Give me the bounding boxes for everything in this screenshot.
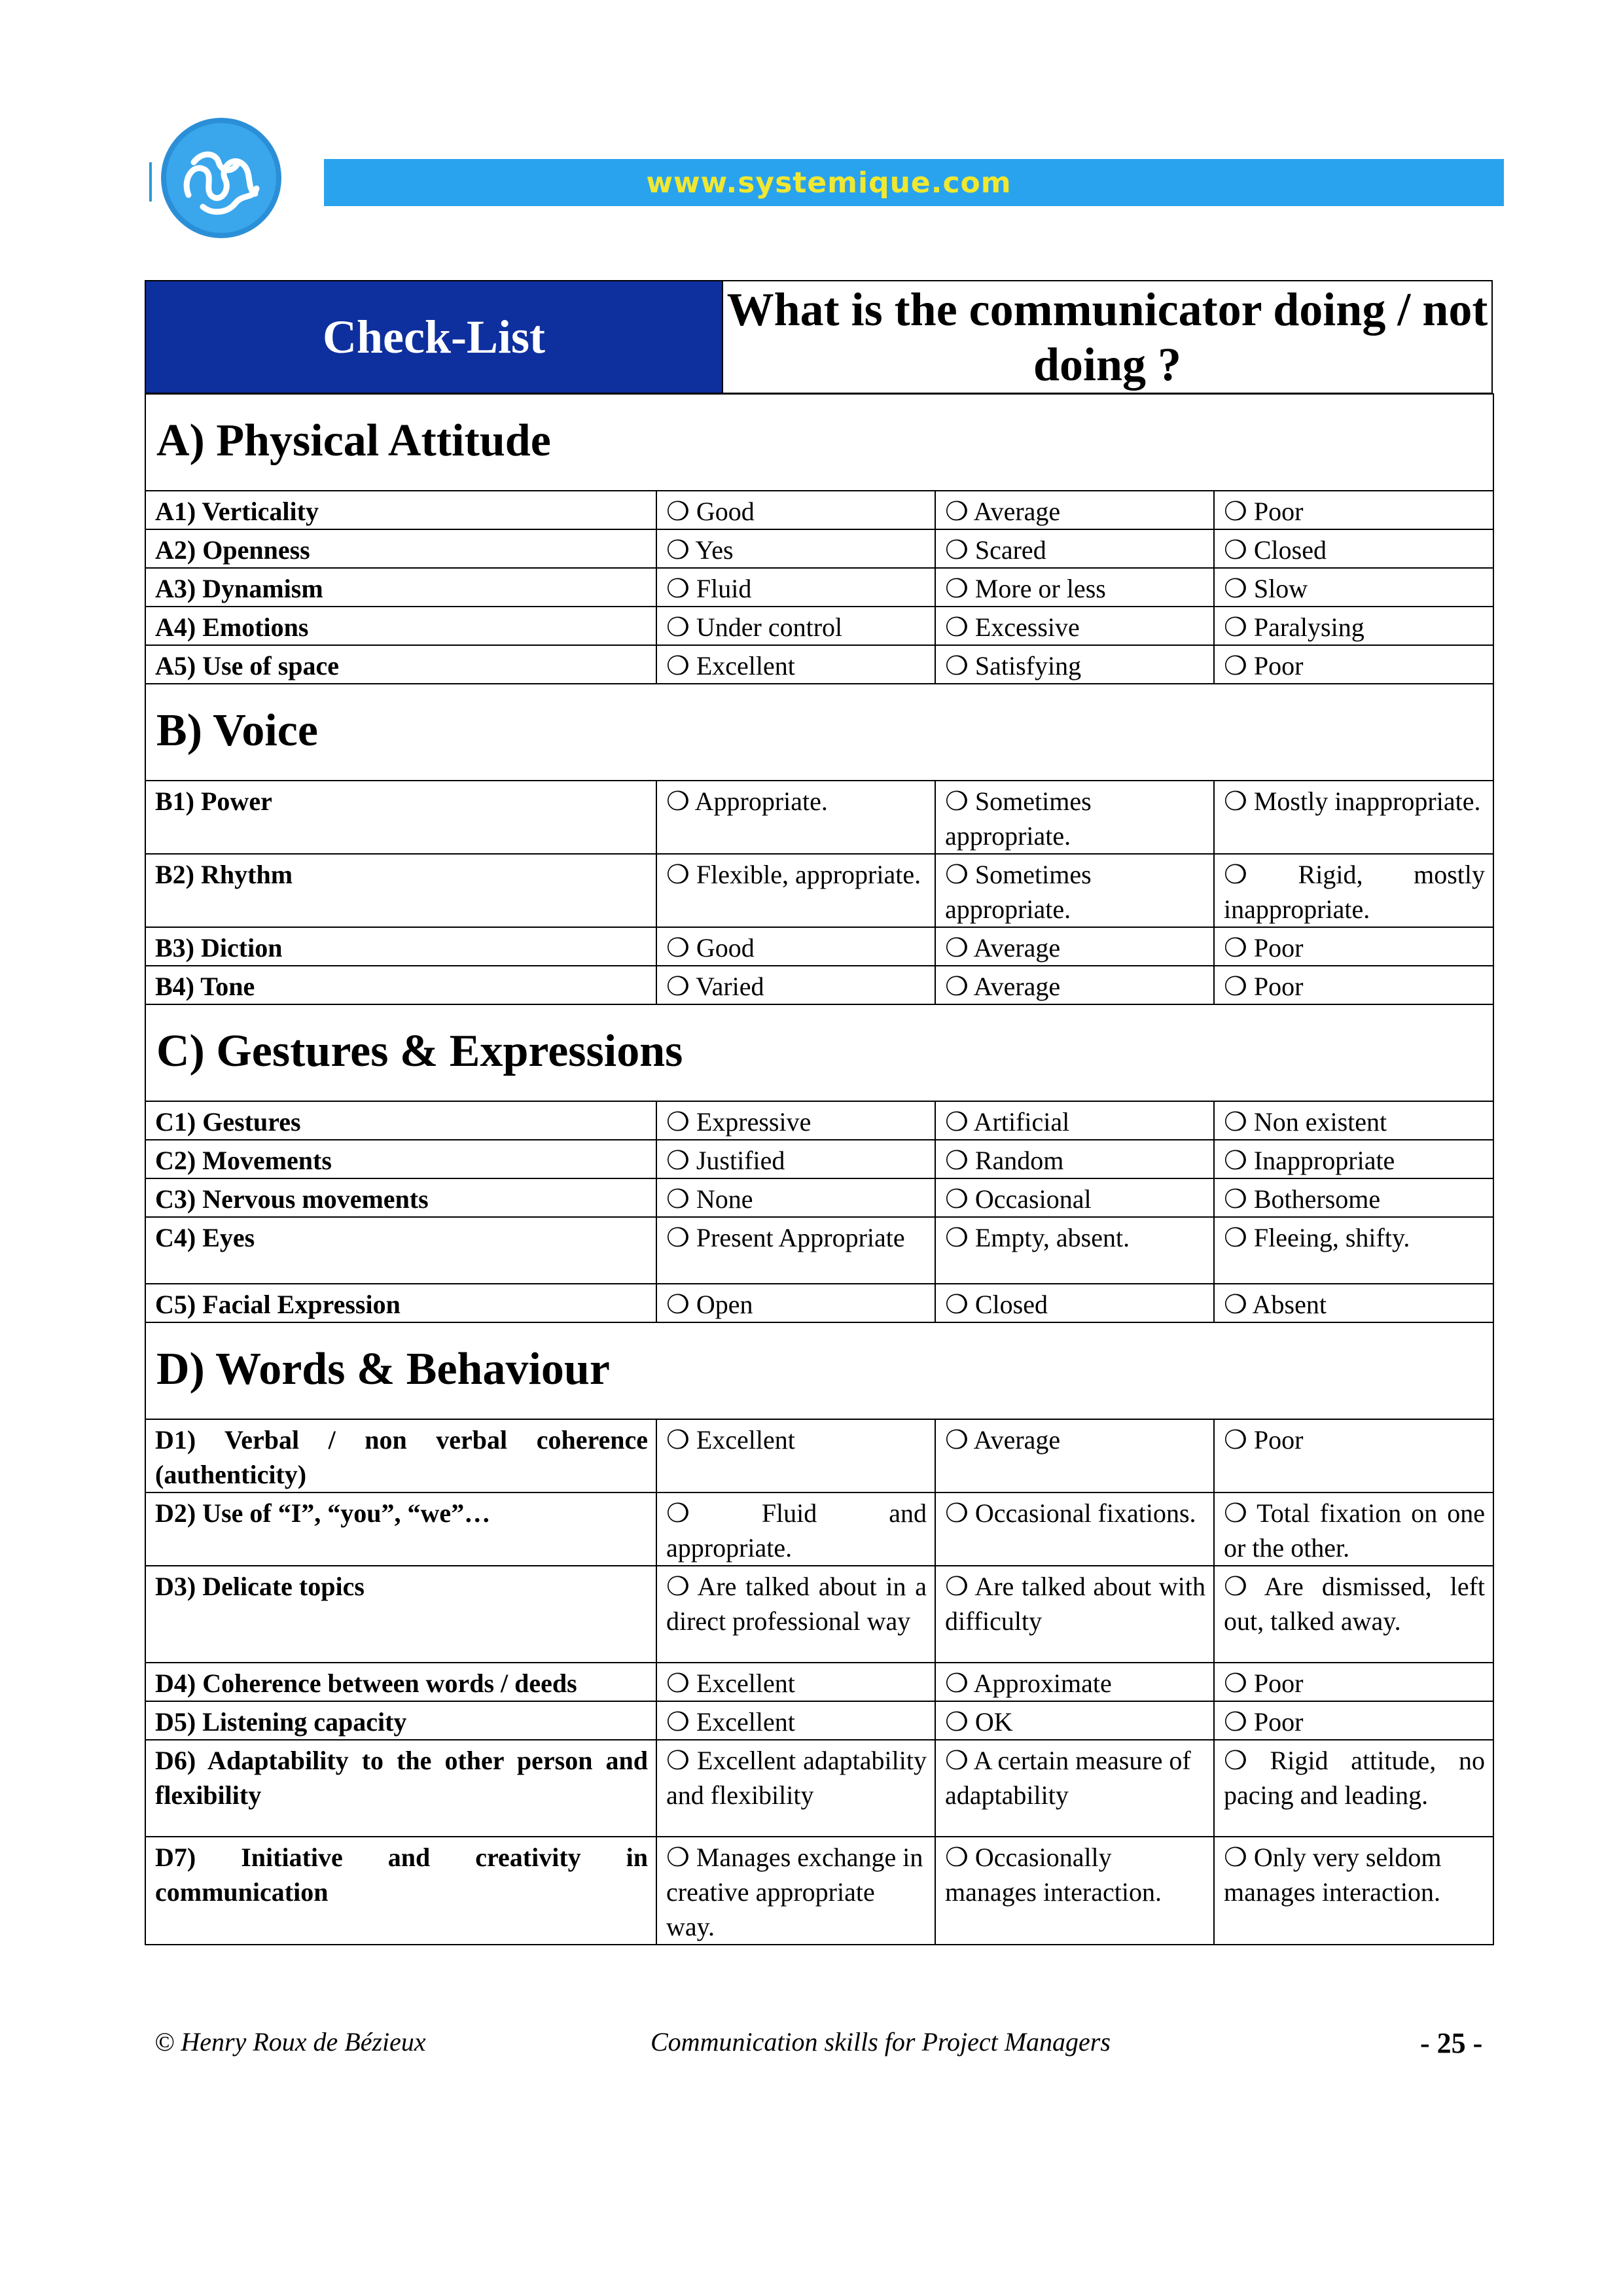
rating-option[interactable] [656,1140,935,1178]
rating-option[interactable] [935,645,1214,684]
rating-option[interactable] [656,1837,935,1945]
rating-option[interactable] [656,1419,935,1492]
rating-option-label: Occasional [974,1184,1092,1214]
rating-option-label: Rigid, mostly inappropriate. [1224,860,1486,924]
rating-option-label: Average [973,497,1061,526]
rating-option-label: Poor [1253,1425,1304,1455]
checkbox-circle-icon[interactable]: ❍ [1224,1184,1247,1214]
rating-option[interactable] [935,1419,1214,1492]
rating-option[interactable] [656,854,935,927]
criterion-row [145,1140,1493,1178]
checkbox-circle-icon[interactable]: ❍ [945,1107,969,1137]
rating-option-label: Absent [1252,1290,1327,1319]
rating-option[interactable] [1214,1140,1493,1178]
rating-option-label: Average [973,933,1061,963]
rating-option[interactable] [1214,1101,1493,1140]
checkbox-circle-icon[interactable]: ❍ [1224,612,1247,642]
checkbox-circle-icon[interactable]: ❍ [945,1843,969,1872]
criterion-label: C5) Facial Expression [145,1284,656,1322]
criterion-label: D1) Verbal / non verbal coherence (authenticity) [145,1419,656,1492]
criterion-label: D7) Initiative and creativity in communication [145,1837,656,1945]
rating-option[interactable] [1214,645,1493,684]
rating-option-label: Bothersome [1253,1184,1381,1214]
checkbox-circle-icon[interactable]: ❍ [945,1184,969,1214]
checkbox-circle-icon[interactable]: ❍ [945,612,969,642]
rating-option-label: Poor [1253,972,1304,1001]
rating-option[interactable] [1214,1837,1493,1945]
checkbox-circle-icon[interactable]: ❍ [1224,651,1247,680]
criterion-row [145,1419,1493,1492]
checkbox-circle-icon[interactable]: ❍ [666,574,690,603]
checkbox-circle-icon[interactable]: ❍ [666,1746,690,1775]
rating-option[interactable] [656,1178,935,1217]
rating-option[interactable] [1214,1663,1493,1701]
checkbox-circle-icon[interactable]: ❍ [945,651,969,680]
criterion-label: A2) Openness [145,529,656,568]
criterion-row [145,1740,1493,1837]
checkbox-circle-icon[interactable]: ❍ [1224,786,1247,816]
checkbox-circle-icon[interactable]: ❍ [666,786,690,816]
checkbox-circle-icon[interactable]: ❍ [666,1707,690,1737]
checkbox-circle-icon[interactable]: ❍ [1224,1669,1247,1698]
criterion-label: D3) Delicate topics [145,1566,656,1663]
rating-option-label: Sometimes appropriate. [945,860,1092,924]
rating-option[interactable] [1214,1178,1493,1217]
criterion-row [145,1178,1493,1217]
criterion-row [145,607,1493,645]
rating-option-label: Justified [696,1146,785,1175]
section-header-cell [145,1322,1493,1419]
checkbox-circle-icon[interactable]: ❍ [945,1669,969,1698]
rating-option[interactable] [935,1140,1214,1178]
rating-option[interactable] [656,1663,935,1701]
checkbox-circle-icon[interactable]: ❍ [945,786,969,816]
website-banner [324,159,1504,206]
checkbox-circle-icon[interactable]: ❍ [945,1707,969,1737]
checkbox-circle-icon[interactable]: ❍ [1224,1425,1247,1455]
rating-option-label: Average [973,972,1061,1001]
checkbox-circle-icon[interactable]: ❍ [1224,1146,1247,1175]
rating-option-label: Yes [695,535,734,565]
checkbox-circle-icon[interactable]: ❍ [666,651,690,680]
rating-option-label: Present Appropriate [696,1223,905,1252]
rating-option[interactable] [935,966,1214,1004]
criterion-row [145,1837,1493,1945]
rating-option[interactable] [1214,966,1493,1004]
checkbox-circle-icon[interactable]: ❍ [666,1146,690,1175]
checkbox-circle-icon[interactable]: ❍ [945,497,969,526]
checkbox-circle-icon[interactable]: ❍ [666,535,690,565]
checkbox-circle-icon[interactable]: ❍ [1224,1107,1247,1137]
rating-option[interactable] [935,1837,1214,1945]
rating-option[interactable] [935,607,1214,645]
rating-option[interactable] [656,927,935,966]
section-header-row [145,1322,1493,1419]
checkbox-circle-icon[interactable]: ❍ [1224,1843,1247,1872]
criterion-row [145,1284,1493,1322]
criterion-label: B2) Rhythm [145,854,656,927]
checkbox-circle-icon[interactable]: ❍ [1224,1223,1247,1252]
rating-option-label: Flexible, appropriate. [696,860,921,889]
rating-option[interactable] [656,781,935,854]
checkbox-circle-icon[interactable]: ❍ [1224,497,1247,526]
checkbox-circle-icon[interactable]: ❍ [945,1146,969,1175]
checkbox-circle-icon[interactable]: ❍ [945,1290,969,1319]
rating-option[interactable] [935,1566,1214,1663]
rating-option-label: Paralysing [1253,612,1364,642]
rating-option-label: Rigid attitude, no pacing and leading. [1224,1746,1486,1810]
checkbox-circle-icon[interactable]: ❍ [1224,574,1247,603]
rating-option[interactable] [935,1178,1214,1217]
rating-option-label: Manages exchange in creative appropriate way. [666,1843,923,1941]
footer-page-number: - 25 - [1420,2027,1483,2059]
checkbox-circle-icon[interactable]: ❍ [666,933,690,963]
rating-option[interactable] [1214,491,1493,529]
criterion-row [145,1101,1493,1140]
rating-option-label: Poor [1253,497,1304,526]
section-header-cell [145,394,1493,491]
rating-option[interactable] [935,927,1214,966]
rating-option-label: Closed [974,1290,1048,1319]
rating-option-label: Occasionally manages interaction. [945,1843,1162,1907]
rating-option[interactable] [1214,927,1493,966]
rating-option[interactable] [935,529,1214,568]
rating-option[interactable] [656,645,935,684]
criterion-label: C1) Gestures [145,1101,656,1140]
checkbox-circle-icon[interactable]: ❍ [1224,933,1247,963]
criterion-row [145,491,1493,529]
rating-option[interactable] [935,568,1214,607]
criterion-label: A4) Emotions [145,607,656,645]
criterion-label: C3) Nervous movements [145,1178,656,1217]
rating-option[interactable] [656,529,935,568]
rating-option-label: Total fixation on one or the other. [1224,1498,1486,1563]
checkbox-circle-icon[interactable]: ❍ [1224,860,1247,889]
section-header-row [145,394,1493,491]
criterion-row [145,854,1493,927]
rating-option[interactable] [935,491,1214,529]
checkbox-circle-icon[interactable]: ❍ [1224,1746,1247,1775]
section-header-row [145,1004,1493,1101]
rating-option[interactable] [1214,854,1493,927]
criterion-label: D5) Listening capacity [145,1701,656,1740]
rating-option-label: Are dismissed, left out, talked away. [1224,1572,1486,1636]
checkbox-circle-icon[interactable]: ❍ [945,1223,969,1252]
rating-option-label: Mostly inappropriate. [1253,786,1481,816]
criterion-row [145,781,1493,854]
checkbox-circle-icon[interactable]: ❍ [945,860,969,889]
checkbox-circle-icon[interactable]: ❍ [945,574,969,603]
criterion-label: D6) Adaptability to the other person and flexibility [145,1740,656,1837]
checkbox-circle-icon[interactable]: ❍ [666,1184,690,1214]
rating-option-label: Excellent [696,1669,795,1698]
section-title: D) Words & Behaviour [156,1344,610,1394]
criterion-row [145,1701,1493,1740]
rating-option[interactable] [935,1701,1214,1740]
rating-option[interactable] [1214,1566,1493,1663]
rating-option-label: Satisfying [974,651,1082,680]
rating-option-label: Poor [1253,1707,1304,1737]
checkbox-circle-icon[interactable]: ❍ [1224,1498,1247,1528]
rating-option-label: Excessive [974,612,1080,642]
rating-option-label: Poor [1253,933,1304,963]
rating-option-label: Excellent [696,1425,795,1455]
rating-option-label: Excellent adaptability and flexibility [666,1746,927,1810]
checkbox-circle-icon[interactable]: ❍ [666,1223,690,1252]
checkbox-circle-icon[interactable]: ❍ [666,860,690,889]
rating-option[interactable] [1214,568,1493,607]
rating-option-label: Appropriate. [694,786,828,816]
criterion-row [145,927,1493,966]
rating-option[interactable] [1214,1284,1493,1322]
rating-option-label: Good [696,497,755,526]
rating-option-label: Only very seldom manages interaction. [1224,1843,1442,1907]
rating-option-label: Open [696,1290,753,1319]
rating-option[interactable] [1214,1492,1493,1566]
checkbox-circle-icon[interactable]: ❍ [666,1843,690,1872]
checkbox-circle-icon[interactable]: ❍ [945,972,969,1001]
rating-option[interactable] [1214,1740,1493,1837]
rating-option[interactable] [935,1663,1214,1701]
rating-option-label: Average [973,1425,1061,1455]
checkbox-circle-icon[interactable]: ❍ [1224,1572,1247,1601]
rating-option-label: Sometimes appropriate. [945,786,1092,851]
systemique-logo-icon [148,116,289,239]
section-header-cell [145,684,1493,781]
rating-option-label: Under control [696,612,843,642]
rating-option[interactable] [1214,1701,1493,1740]
criterion-row [145,1217,1493,1284]
rating-option-label: Slow [1253,574,1308,603]
checklist-question: What is the communicator doing / not doing ? [726,283,1488,391]
checklist-header [145,280,1493,394]
checkbox-circle-icon[interactable]: ❍ [945,1572,969,1601]
rating-option[interactable] [656,1284,935,1322]
checklist-question-cell [722,281,1491,393]
checkbox-circle-icon[interactable]: ❍ [945,1425,969,1455]
criterion-row [145,1566,1493,1663]
section-header-row [145,684,1493,781]
rating-option[interactable] [935,1101,1214,1140]
rating-option-label: Fleeing, shifty. [1253,1223,1410,1252]
criterion-row [145,645,1493,684]
rating-option-label: Empty, absent. [974,1223,1130,1252]
checkbox-circle-icon[interactable]: ❍ [945,933,969,963]
rating-option[interactable] [935,781,1214,854]
rating-option[interactable] [1214,781,1493,854]
checkbox-circle-icon[interactable]: ❍ [666,1290,690,1319]
rating-option[interactable] [656,1740,935,1837]
rating-option[interactable] [656,491,935,529]
checkbox-circle-icon[interactable]: ❍ [1224,1707,1247,1737]
rating-option-label: Inappropriate [1253,1146,1395,1175]
checklist-title-cell [146,281,722,393]
rating-option-label: Fluid [696,574,752,603]
criterion-row [145,568,1493,607]
rating-option-label: Non existent [1253,1107,1387,1137]
checkbox-circle-icon[interactable]: ❍ [666,497,690,526]
section-header-cell [145,1004,1493,1101]
criterion-row [145,1492,1493,1566]
checklist-body [145,394,1493,1945]
checkbox-circle-icon[interactable]: ❍ [1224,972,1247,1001]
checkbox-circle-icon[interactable]: ❍ [1224,535,1247,565]
rating-option-label: Are talked about in a direct professional way [666,1572,927,1636]
criterion-label: C4) Eyes [145,1217,656,1284]
rating-option[interactable] [1214,607,1493,645]
rating-option-label: Excellent [696,1707,795,1737]
rating-option-label: OK [974,1707,1013,1737]
criterion-label: D4) Coherence between words / deeds [145,1663,656,1701]
rating-option-label: Occasional fixations. [974,1498,1196,1528]
checkbox-circle-icon[interactable]: ❍ [945,1498,969,1528]
rating-option-label: Approximate [973,1669,1112,1698]
website-link[interactable]: www.systemique.com [646,166,1012,200]
section-title: A) Physical Attitude [156,415,551,466]
criterion-label: B1) Power [145,781,656,854]
checklist-title: Check-List [323,310,545,363]
section-title: C) Gestures & Expressions [156,1026,683,1076]
rating-option[interactable] [656,1217,935,1284]
criterion-label: C2) Movements [145,1140,656,1178]
rating-option[interactable] [935,1740,1214,1837]
criterion-label: A5) Use of space [145,645,656,684]
rating-option-label: Closed [1253,535,1327,565]
checkbox-circle-icon[interactable]: ❍ [666,1425,690,1455]
checkbox-circle-icon[interactable]: ❍ [1224,1290,1247,1319]
criterion-label: A1) Verticality [145,491,656,529]
criterion-label: A3) Dynamism [145,568,656,607]
rating-option[interactable] [935,1492,1214,1566]
footer-copyright: © Henry Roux de Bézieux [154,2027,426,2057]
rating-option-label: More or less [974,574,1106,603]
rating-option-label: None [696,1184,753,1214]
checklist-table [145,393,1494,1945]
rating-option[interactable] [1214,1419,1493,1492]
rating-option-label: Excellent [696,651,795,680]
criterion-label: D2) Use of “I”, “you”, “we”… [145,1492,656,1566]
criterion-row [145,529,1493,568]
rating-option[interactable] [656,1101,935,1140]
checkbox-circle-icon[interactable]: ❍ [666,1107,690,1137]
rating-option-label: A certain measure of adaptability [945,1746,1191,1810]
rating-option[interactable] [656,1492,935,1566]
checkbox-circle-icon[interactable]: ❍ [666,972,690,1001]
rating-option[interactable] [656,607,935,645]
rating-option-label: Scared [974,535,1046,565]
checkbox-circle-icon[interactable]: ❍ [666,1572,690,1601]
section-title: B) Voice [156,705,318,756]
checkbox-circle-icon[interactable]: ❍ [666,612,690,642]
rating-option-label: Good [696,933,755,963]
rating-option[interactable] [656,966,935,1004]
rating-option[interactable] [1214,529,1493,568]
rating-option[interactable] [656,1566,935,1663]
rating-option-label: Random [974,1146,1064,1175]
checkbox-circle-icon[interactable]: ❍ [945,1746,969,1775]
criterion-label: B4) Tone [145,966,656,1004]
rating-option[interactable] [935,1217,1214,1284]
checkbox-circle-icon[interactable]: ❍ [666,1498,690,1528]
criterion-row [145,1663,1493,1701]
rating-option[interactable] [935,854,1214,927]
checkbox-circle-icon[interactable]: ❍ [666,1669,690,1698]
rating-option-label: Are talked about with difficulty [945,1572,1205,1636]
rating-option[interactable] [656,1701,935,1740]
rating-option[interactable] [935,1284,1214,1322]
rating-option-label: Artificial [973,1107,1070,1137]
rating-option-label: Varied [696,972,764,1001]
rating-option-label: Fluid and appropriate. [666,1498,927,1563]
rating-option-label: Expressive [696,1107,812,1137]
footer-document-title: Communication skills for Project Managers [651,2027,1111,2057]
rating-option[interactable] [656,568,935,607]
criterion-row [145,966,1493,1004]
rating-option-label: Poor [1253,651,1304,680]
checkbox-circle-icon[interactable]: ❍ [945,535,969,565]
rating-option[interactable] [1214,1217,1493,1284]
criterion-label: B3) Diction [145,927,656,966]
rating-option-label: Poor [1253,1669,1304,1698]
